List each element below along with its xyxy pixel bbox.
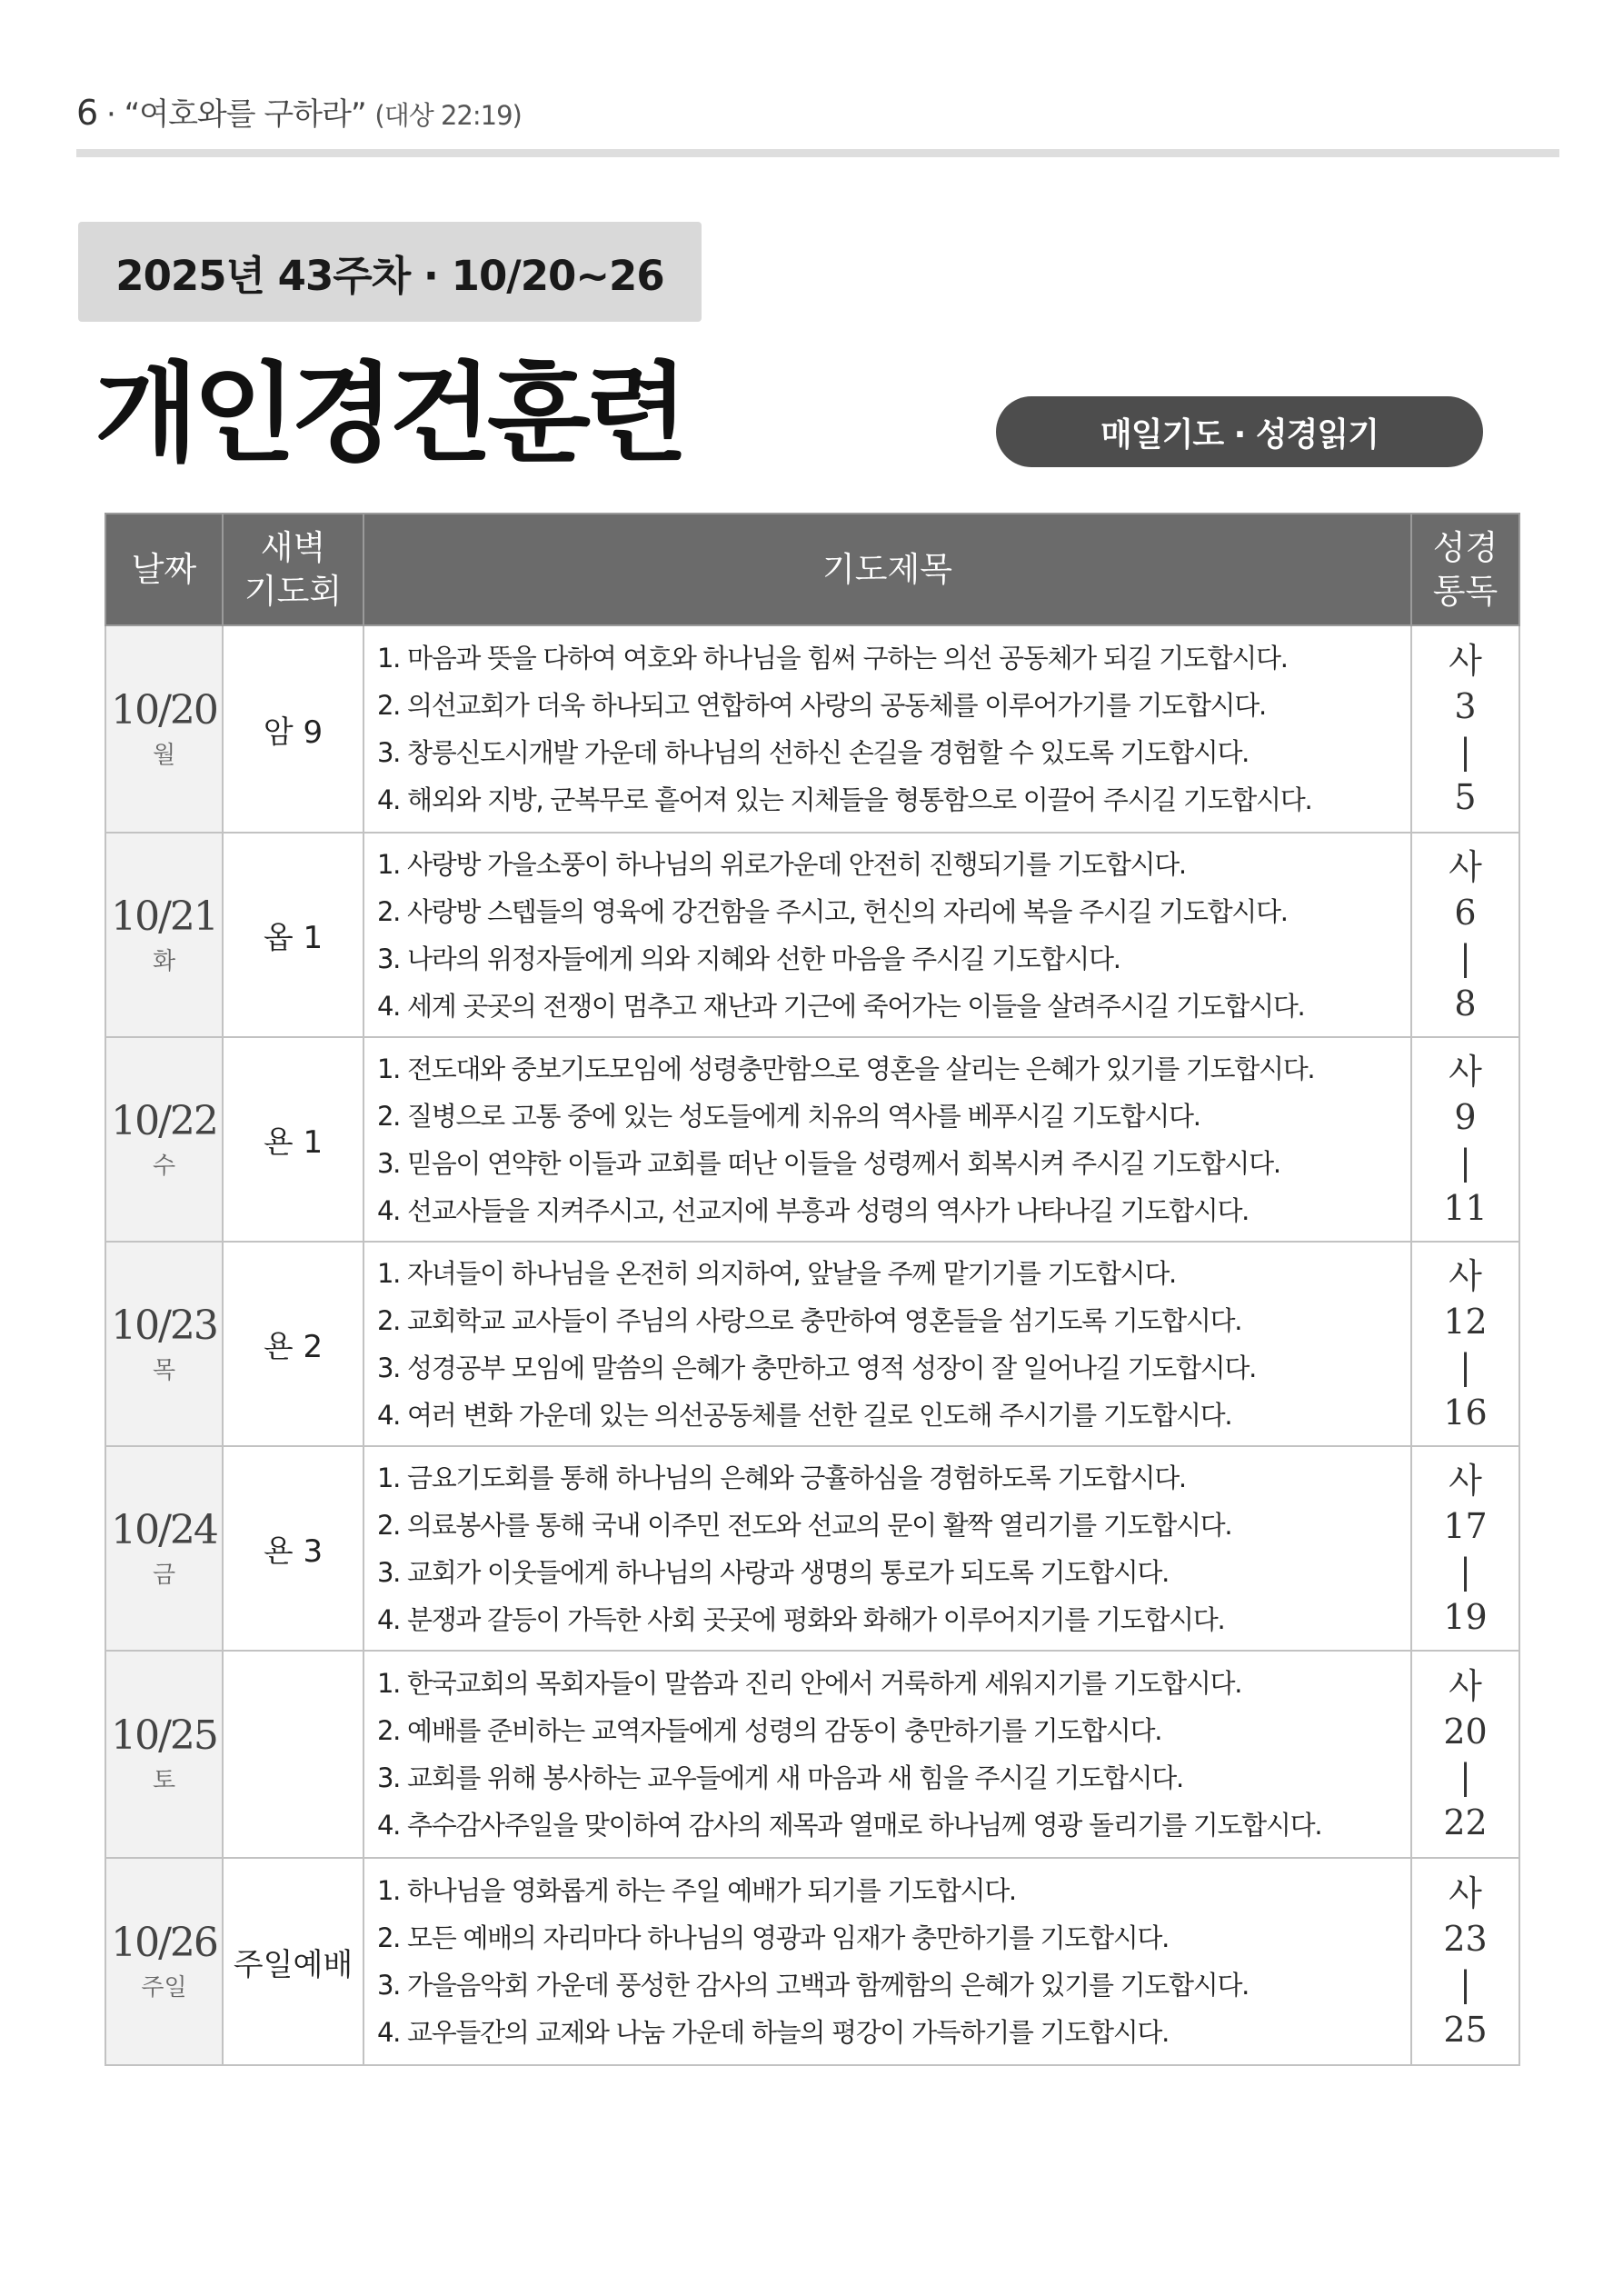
- prayer-item: 2. 교회학교 교사들이 주님의 사랑으로 충만하여 영혼들을 섬기도록 기도합시다.: [377, 1304, 1242, 1336]
- bible-reading-cell: [1411, 1651, 1519, 1858]
- reading-book: 사: [1449, 1051, 1482, 1092]
- prayer-item: 2. 모든 예배의 자리마다 하나님의 영광과 임재가 충만하기를 기도합시다.: [377, 1922, 1170, 1953]
- date-cell: [105, 1858, 223, 2065]
- reading-from: 12: [1443, 1301, 1488, 1342]
- col-header-dawn: 새벽 기도회: [223, 514, 363, 625]
- prayer-item: 1. 사랑방 가을소풍이 하나님의 위로가운데 안전히 진행되기를 기도합시다.: [377, 848, 1186, 880]
- weekday: 목: [152, 1356, 176, 1384]
- prayer-item: 1. 금요기도회를 통해 하나님의 은혜와 긍휼하심을 경험하도록 기도합시다.: [377, 1462, 1186, 1493]
- date: 10/21: [111, 893, 217, 940]
- dawn-prayer-cell: [223, 1037, 363, 1242]
- prayer-item: 1. 하나님을 영화롭게 하는 주일 예배가 되기를 기도합시다.: [377, 1875, 1016, 1906]
- table-row: [105, 1651, 1519, 1858]
- prayer-item: 4. 교우들간의 교제와 나눔 가운데 하늘의 평강이 가득하기를 기도합시다.: [377, 2017, 1170, 2048]
- date: 10/22: [111, 1097, 217, 1144]
- date: 10/23: [111, 1302, 217, 1349]
- week-label: 2025년 43주차 · 10/20~26: [78, 222, 702, 322]
- dawn-passage: 암 9: [263, 714, 324, 751]
- prayer-item: 2. 질병으로 고통 중에 있는 성도들에게 치유의 역사를 베푸시길 기도합시다.: [377, 1100, 1200, 1132]
- table-row: [105, 1858, 1519, 2065]
- prayer-topics-cell: [363, 1446, 1411, 1651]
- table-row: [105, 1446, 1519, 1651]
- reading-dash: |: [1459, 1757, 1471, 1797]
- weekday: 월: [152, 742, 176, 769]
- prayer-item: 4. 추수감사주일을 맞이하여 감사의 제목과 열매로 하나님께 영광 돌리기를 기도합시다.: [377, 1810, 1322, 1841]
- col-header-date: 날짜: [105, 514, 223, 625]
- bible-reading-cell: [1411, 1037, 1519, 1242]
- reading-to: 11: [1443, 1187, 1488, 1228]
- dawn-passage: 욘 2: [263, 1329, 324, 1365]
- date: 10/26: [111, 1920, 217, 1966]
- dawn-passage: 주일예배: [233, 1946, 353, 1983]
- date: 10/20: [111, 687, 217, 734]
- prayer-item: 3. 창릉신도시개발 가운데 하나님의 선하신 손길을 경험할 수 있도록 기도합시다.: [377, 737, 1250, 768]
- prayer-item: 4. 여러 변화 가운데 있는 의선공동체를 선한 길로 인도해 주시기를 기도합시다.: [377, 1399, 1232, 1431]
- dawn-passage: 욘 1: [263, 1124, 324, 1161]
- reading-book: 사: [1449, 641, 1482, 681]
- date: 10/24: [111, 1506, 217, 1553]
- page-title: 개인경건훈련: [95, 351, 683, 476]
- table-row: [105, 625, 1519, 833]
- prayer-item: 3. 가을음악회 가운데 풍성한 감사의 고백과 함께함의 은혜가 있기를 기도합시다.: [377, 1970, 1250, 2001]
- prayer-item: 1. 마음과 뜻을 다하여 여호와 하나님을 힘써 구하는 의선 공동체가 되길 기도합시다.: [377, 643, 1288, 674]
- header-rule: [76, 149, 1559, 157]
- reading-from: 20: [1443, 1712, 1488, 1752]
- bible-reading-cell: [1411, 1242, 1519, 1446]
- weekday: 금: [152, 1561, 176, 1589]
- prayer-schedule-table: [105, 513, 1520, 2066]
- table-row: [105, 833, 1519, 1037]
- reading-to: 5: [1454, 777, 1477, 817]
- bible-reading-cell: [1411, 1858, 1519, 2065]
- col-header-reading: 성경 통독: [1411, 514, 1519, 625]
- reading-dash: |: [1459, 1551, 1471, 1592]
- weekday: 수: [152, 1152, 176, 1180]
- reading-from: 17: [1443, 1505, 1488, 1546]
- reading-from: 23: [1443, 1919, 1488, 1959]
- weekday: 주일: [141, 1974, 187, 2002]
- weekday: 토: [152, 1767, 176, 1794]
- reading-from: 6: [1454, 892, 1477, 933]
- reading-dash: |: [1459, 1964, 1471, 2004]
- header-separator: ·: [97, 96, 124, 133]
- page-number: 6: [76, 93, 98, 133]
- bible-reading-cell: [1411, 625, 1519, 833]
- prayer-topics-cell: [363, 1037, 1411, 1242]
- date-cell: [105, 1446, 223, 1651]
- reading-book: 사: [1449, 1255, 1482, 1296]
- prayer-topics-cell: [363, 1651, 1411, 1858]
- prayer-item: 3. 성경공부 모임에 말씀의 은혜가 충만하고 영적 성장이 잘 일어나길 기도합시다.: [377, 1352, 1257, 1383]
- reading-to: 8: [1454, 983, 1477, 1023]
- reading-book: 사: [1449, 1666, 1482, 1706]
- header-verse-ref: (대상 22:19): [374, 100, 522, 131]
- date-cell: [105, 1037, 223, 1242]
- prayer-topics-cell: [363, 625, 1411, 833]
- prayer-topics-cell: [363, 1858, 1411, 2065]
- bible-reading-cell: [1411, 1446, 1519, 1651]
- table-header-row: [105, 514, 1519, 625]
- prayer-item: 3. 교회가 이웃들에게 하나님의 사랑과 생명의 통로가 되도록 기도합시다.: [377, 1556, 1170, 1588]
- reading-book: 사: [1449, 1873, 1482, 1913]
- prayer-item: 1. 전도대와 중보기도모임에 성령충만함으로 영혼을 살리는 은혜가 있기를 기도합시다.: [377, 1053, 1315, 1084]
- reading-to: 19: [1443, 1596, 1488, 1637]
- date-cell: [105, 1651, 223, 1858]
- dawn-prayer-cell: [223, 1858, 363, 2065]
- reading-from: 9: [1454, 1096, 1477, 1137]
- prayer-item: 1. 자녀들이 하나님을 온전히 의지하여, 앞날을 주께 맡기기를 기도합시다.: [377, 1257, 1176, 1289]
- prayer-topics-cell: [363, 833, 1411, 1037]
- reading-book: 사: [1449, 846, 1482, 887]
- prayer-item: 3. 믿음이 연약한 이들과 교회를 떠난 이들을 성령께서 회복시켜 주시길 기도합시다.: [377, 1147, 1280, 1179]
- dawn-passage: 옵 1: [263, 920, 324, 956]
- date: 10/25: [111, 1712, 217, 1759]
- prayer-item: 4. 세계 곳곳의 전쟁이 멈추고 재난과 기근에 죽어가는 이들을 살려주시길 기도합시다.: [377, 990, 1305, 1022]
- col-header-topic: 기도제목: [363, 514, 1411, 625]
- reading-to: 22: [1443, 1802, 1488, 1842]
- prayer-item: 2. 의료봉사를 통해 국내 이주민 전도와 선교의 문이 활짝 열리기를 기도합시다.: [377, 1509, 1232, 1541]
- bible-reading-cell: [1411, 833, 1519, 1037]
- section-pill: 매일기도 · 성경읽기: [996, 396, 1483, 467]
- reading-dash: |: [1459, 1346, 1471, 1387]
- prayer-item: 3. 나라의 위정자들에게 의와 지혜와 선한 마음을 주시길 기도합시다.: [377, 943, 1120, 974]
- date-cell: [105, 1242, 223, 1446]
- prayer-item: 2. 사랑방 스텝들의 영육에 강건함을 주시고, 헌신의 자리에 복을 주시길 기도합시다.: [377, 895, 1288, 927]
- prayer-item: 4. 해외와 지방, 군복무로 흩어져 있는 지체들을 형통함으로 이끌어 주시길 기도합시다.: [377, 784, 1312, 815]
- running-header: [76, 89, 522, 134]
- dawn-prayer-cell: [223, 1446, 363, 1651]
- reading-from: 3: [1454, 686, 1477, 726]
- table-row: [105, 1037, 1519, 1242]
- reading-dash: |: [1459, 937, 1471, 978]
- prayer-item: 4. 선교사들을 지켜주시고, 선교지에 부흥과 성령의 역사가 나타나길 기도합시다.: [377, 1194, 1250, 1226]
- dawn-prayer-cell: [223, 625, 363, 833]
- reading-dash: |: [1459, 1142, 1471, 1183]
- date-cell: [105, 833, 223, 1037]
- prayer-item: 2. 예배를 준비하는 교역자들에게 성령의 감동이 충만하기를 기도합시다.: [377, 1715, 1162, 1746]
- prayer-item: 4. 분쟁과 갈등이 가득한 사회 곳곳에 평화와 화해가 이루어지기를 기도합시다.: [377, 1603, 1225, 1635]
- weekday: 화: [152, 947, 176, 975]
- dawn-prayer-cell: [223, 833, 363, 1037]
- reading-to: 16: [1443, 1392, 1488, 1433]
- reading-dash: |: [1459, 732, 1471, 772]
- date-cell: [105, 625, 223, 833]
- reading-to: 25: [1443, 2010, 1488, 2050]
- prayer-topics-cell: [363, 1242, 1411, 1446]
- dawn-prayer-cell: [223, 1651, 363, 1858]
- prayer-item: 2. 의선교회가 더욱 하나되고 연합하여 사랑의 공동체를 이루어가기를 기도합시다.: [377, 690, 1266, 721]
- table-row: [105, 1242, 1519, 1446]
- reading-book: 사: [1449, 1460, 1482, 1501]
- prayer-item: 3. 교회를 위해 봉사하는 교우들에게 새 마음과 새 힘을 주시길 기도합시다.: [377, 1762, 1183, 1793]
- dawn-prayer-cell: [223, 1242, 363, 1446]
- prayer-item: 1. 한국교회의 목회자들이 말씀과 진리 안에서 거룩하게 세워지기를 기도합시다.: [377, 1668, 1242, 1699]
- header-verse: “여호와를 구하라”: [124, 96, 366, 133]
- dawn-passage: 욘 3: [263, 1533, 324, 1570]
